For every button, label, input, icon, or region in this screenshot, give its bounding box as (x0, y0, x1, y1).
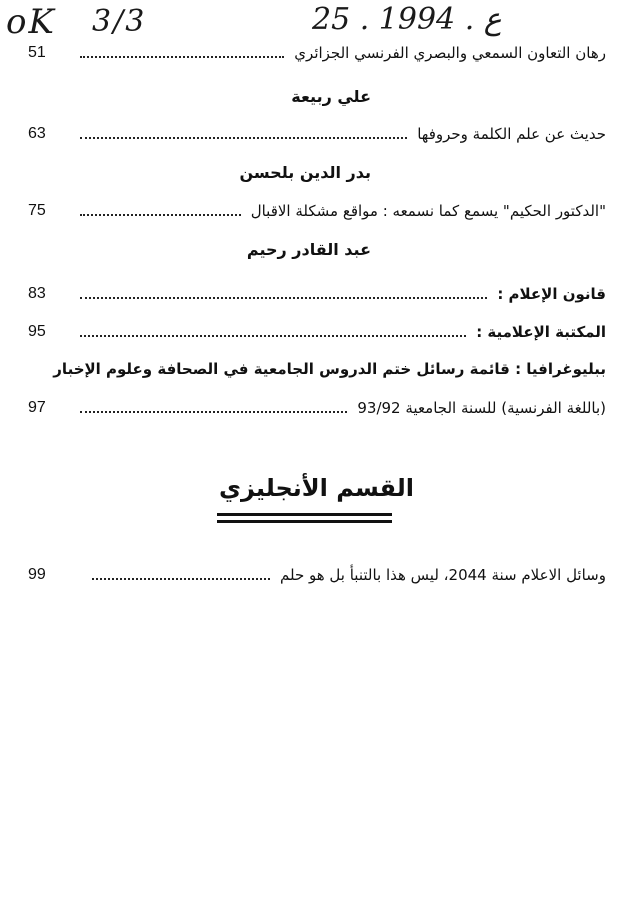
toc-entry-4 (28, 279, 606, 309)
toc-entry-6-line-1: ببليوغرافيا : قائمة رسائل ختم الدروس الجامعية في الصحافة وعلوم الإخبار (53, 360, 606, 378)
handwritten-fraction: 3/3 (92, 4, 147, 39)
section-title-english: القسم الأنجليزي (218, 474, 415, 502)
toc-entry-2-title: حديث عن علم الكلمة وحروفها (417, 125, 606, 143)
toc-entry-2-page: 63 (28, 125, 46, 142)
toc-entry-4-title: قانون الإعلام : (497, 285, 606, 303)
toc-entry-1 (28, 38, 606, 68)
handwritten-date: 25 . ع . 1994 (312, 2, 502, 37)
toc-entry-1-author: علي ربيعة (291, 87, 371, 106)
dot-leader (80, 335, 466, 337)
toc-entry-4-page: 83 (28, 285, 46, 302)
toc-entry-6-line-2: (باللغة الفرنسية) للسنة الجامعية 93/92 (357, 399, 606, 417)
toc-entry-1-title: رهان التعاون السمعي والبصري الفرنسي الجزائري (294, 44, 606, 62)
english-entry-page: 99 (28, 566, 46, 583)
dot-leader (80, 137, 407, 139)
toc-entry-5-title: المكتبة الإعلامية : (476, 323, 606, 341)
english-entry-title: وسائل الاعلام سنة 2044، ليس هذا بالتنبأ بل هو حلم (280, 566, 606, 584)
dot-leader (92, 578, 270, 580)
toc-entry-5 (28, 317, 606, 347)
toc-entry-6 (28, 393, 606, 423)
toc-entry-3-author: عبد القادر رحيم (246, 240, 371, 259)
toc-entry-5-page: 95 (28, 323, 46, 340)
section-title-underline-top (217, 513, 392, 516)
dot-leader (80, 56, 284, 58)
dot-leader (80, 411, 347, 413)
toc-entry-3-page: 75 (28, 202, 46, 219)
toc-entry-3 (28, 196, 606, 226)
section-title-underline-bottom (217, 520, 392, 523)
toc-entry-6-page: 97 (28, 399, 46, 416)
handwritten-ok-mark: oK (6, 2, 56, 42)
toc-entry-2-author: بدر الدين بلحسن (239, 163, 371, 182)
toc-entry-2 (28, 119, 606, 149)
dot-leader (80, 297, 487, 299)
english-entry (28, 560, 606, 590)
dot-leader (80, 214, 241, 216)
toc-entry-3-title: "الدكتور الحكيم" يسمع كما نسمعه : مواقع مشكلة الاقبال (250, 202, 606, 220)
toc-entry-1-page: 51 (28, 44, 46, 61)
